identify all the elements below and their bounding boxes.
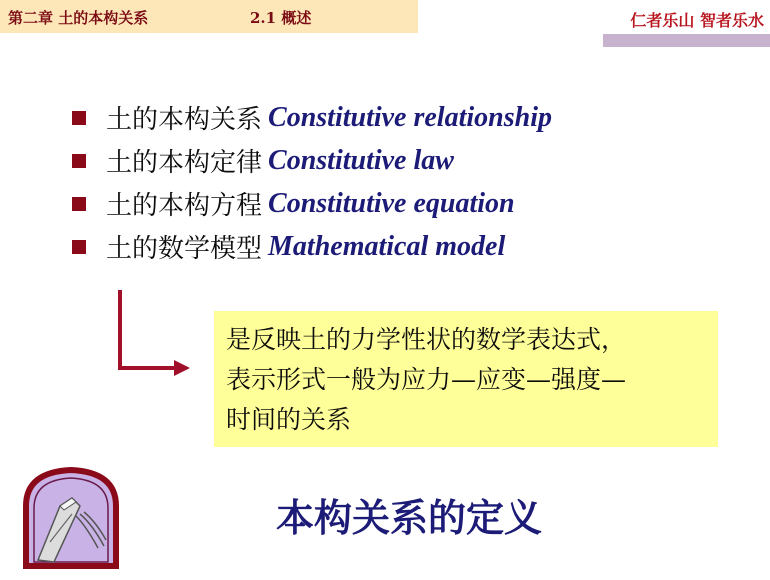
bullet-item (72, 182, 552, 225)
bullet-english: Mathematical model (268, 230, 506, 262)
bullet-square-icon (72, 154, 86, 168)
bullet-item (72, 96, 552, 139)
bullet-english: Constitutive equation (268, 187, 515, 219)
bullet-chinese: 土的数学模型 (106, 234, 263, 264)
motto: 仁者乐山 智者乐水 (630, 11, 764, 30)
section-title: 2.1 概述 (250, 9, 312, 27)
definition-text: 是反映土的力学性状的数学表达式， 表示形式一般为应力—应变—强度— 时间的关系 (226, 325, 627, 434)
bullet-square-icon (72, 240, 86, 254)
chapter-title: 第二章 土的本构关系 (8, 9, 149, 27)
bullet-chinese: 土的本构定律 (106, 148, 263, 178)
elbow-arrow-icon (112, 288, 194, 378)
motto-bar (603, 34, 770, 47)
bullet-english: Constitutive law (268, 144, 454, 176)
bullet-item (72, 139, 552, 182)
bullet-square-icon (72, 197, 86, 211)
definition-box (214, 311, 718, 447)
bullet-chinese: 土的本构方程 (106, 191, 263, 221)
university-emblem-icon (20, 466, 122, 570)
bullet-square-icon (72, 111, 86, 125)
bullet-item (72, 225, 552, 268)
bullet-chinese: 土的本构关系 (106, 105, 263, 135)
bullet-english: Constitutive relationship (268, 101, 552, 133)
slide-title: 本构关系的定义 (276, 496, 543, 540)
bullet-list (72, 96, 552, 268)
